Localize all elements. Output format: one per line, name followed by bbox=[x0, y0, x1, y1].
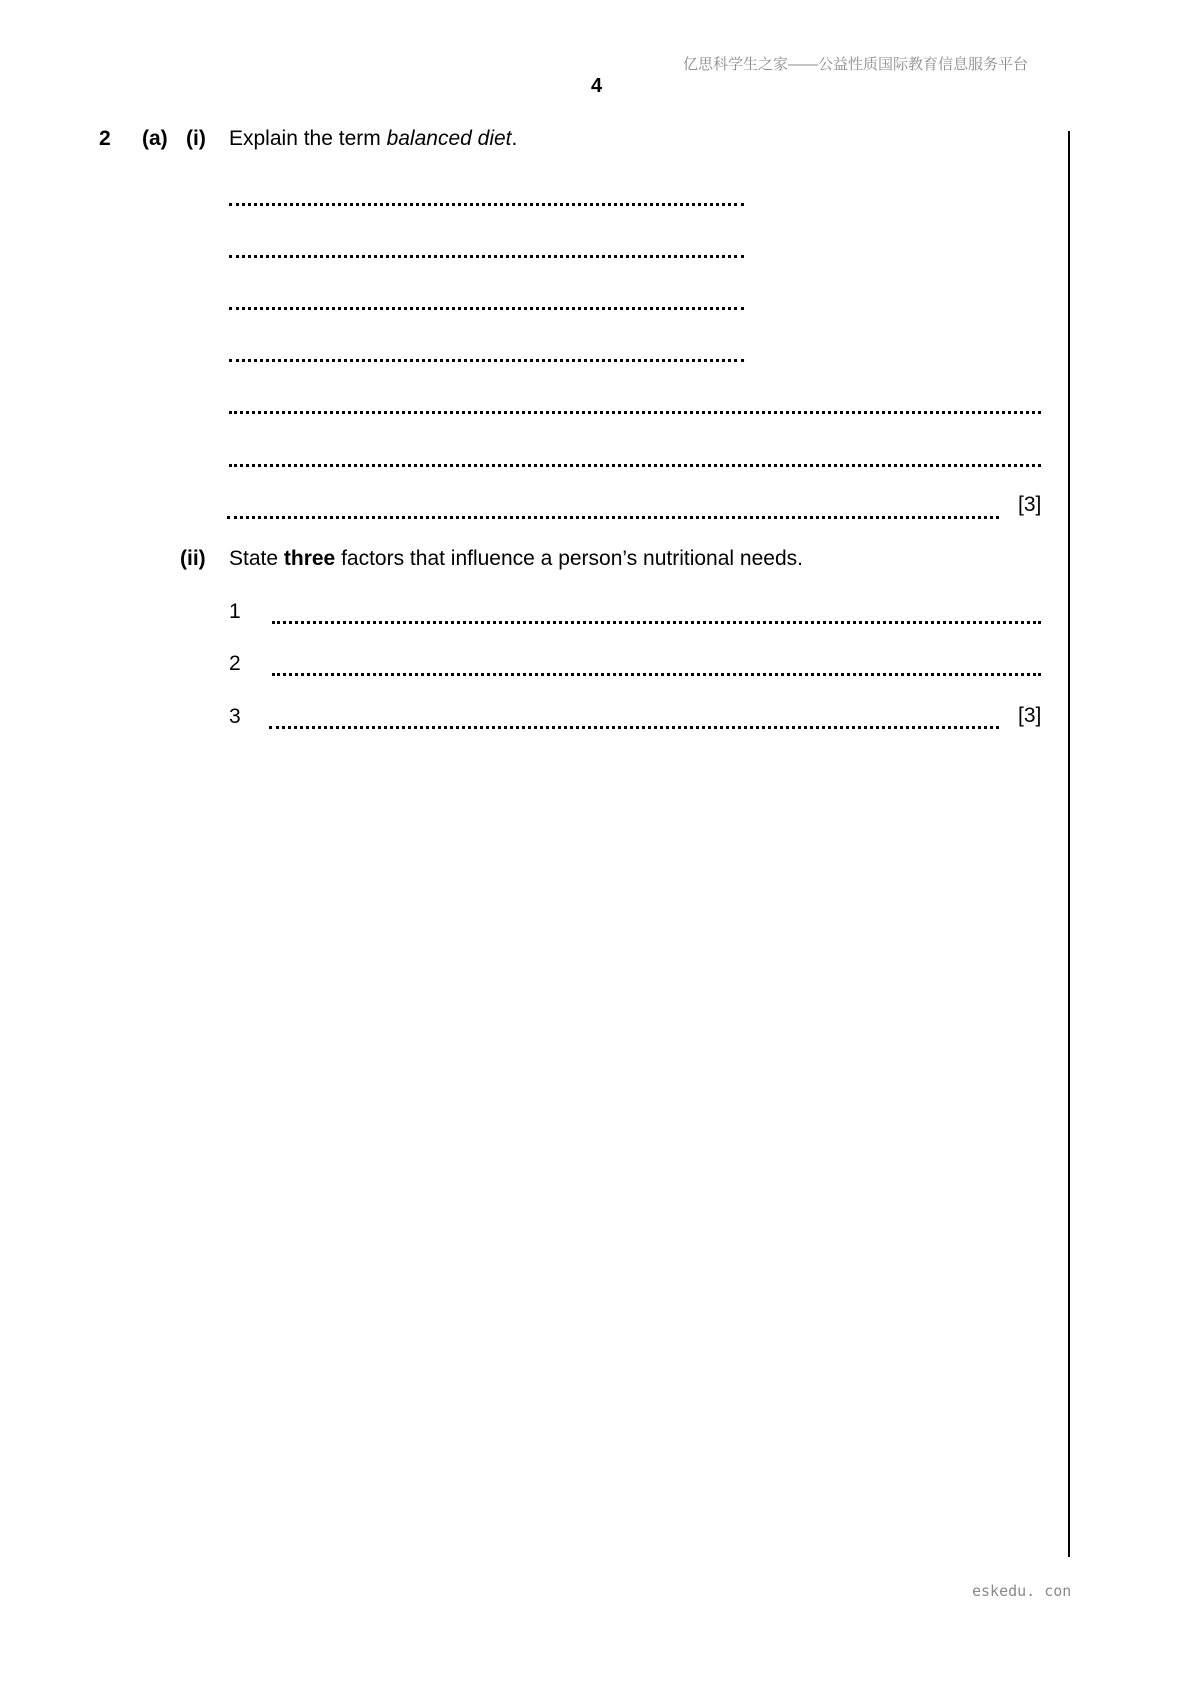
answer-line-i-2[interactable] bbox=[229, 255, 744, 258]
footer-site: eskedu. con bbox=[972, 1582, 1072, 1600]
answer-line-i-5[interactable] bbox=[229, 411, 1041, 414]
term-balanced-diet: balanced diet bbox=[386, 127, 512, 150]
answer-line-i-3[interactable] bbox=[229, 307, 744, 310]
subpart-ii-prompt: State three factors that influence a person’s nutritional needs. bbox=[229, 547, 803, 570]
answer-line-i-6[interactable] bbox=[229, 464, 1041, 467]
keyword-three: three bbox=[283, 547, 336, 570]
answer-line-i-1[interactable] bbox=[229, 203, 744, 206]
answer-line-ii-2[interactable] bbox=[272, 673, 1041, 676]
page-number: 4 bbox=[591, 75, 603, 97]
answer-line-ii-1[interactable] bbox=[272, 621, 1041, 624]
marks-ii: [3] bbox=[1018, 704, 1042, 727]
answer-number-2: 2 bbox=[229, 652, 241, 675]
marks-i: [3] bbox=[1018, 493, 1042, 516]
subpart-i-label: (i) bbox=[186, 127, 206, 150]
margin-line bbox=[1068, 131, 1070, 1557]
answer-number-3: 3 bbox=[229, 705, 241, 728]
subpart-ii-label: (ii) bbox=[180, 547, 206, 570]
subpart-i-prompt: Explain the term balanced diet. bbox=[229, 127, 518, 150]
answer-number-1: 1 bbox=[229, 600, 241, 623]
header-watermark: 亿思科学生之家——公益性质国际教育信息服务平台 bbox=[683, 56, 1029, 73]
answer-line-i-4[interactable] bbox=[229, 359, 744, 362]
answer-line-ii-3[interactable] bbox=[269, 726, 999, 729]
question-part-label: (a) bbox=[142, 127, 168, 150]
answer-line-i-7[interactable] bbox=[227, 516, 999, 519]
question-number: 2 bbox=[99, 127, 111, 150]
